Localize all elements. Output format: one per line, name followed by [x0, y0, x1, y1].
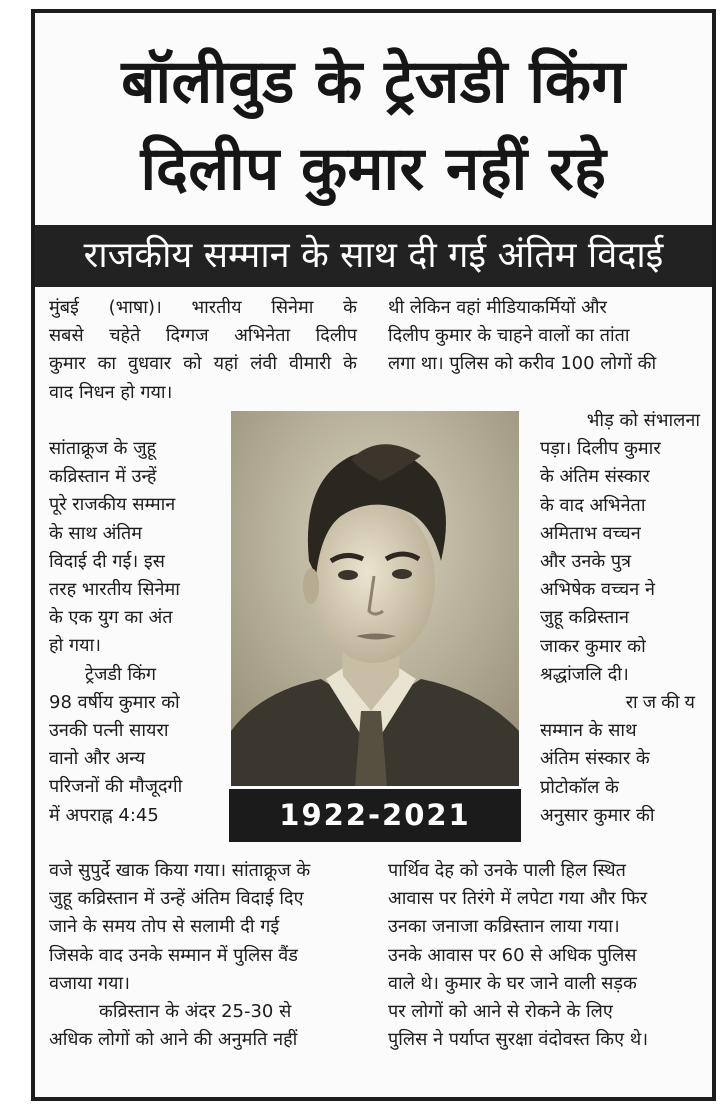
article-line: में अपराह्न 4:45: [49, 804, 159, 826]
article-line: विदाई दी गई। इस: [49, 550, 165, 572]
article-line: थी लेकिन वहां मीडियाकर्मियों और: [388, 297, 607, 318]
article-line: जाकर कुमार को: [540, 635, 646, 657]
right-column-top: [388, 294, 696, 379]
article-line: जुहू कव्रिस्तान: [540, 607, 630, 629]
article-line: पूरे राजकीय सम्मान: [49, 494, 176, 516]
article-line: मुंबई (भाषा)। भारतीय सिनेमा के: [49, 297, 357, 318]
article-line: लगा था। पुलिस को करीव 100 लोगों की: [388, 353, 657, 375]
article-line: अधिक लोगों को आने की अनुमति नहीं: [49, 1029, 298, 1051]
article-line: 98 वर्षीय कुमार को: [49, 691, 180, 713]
article-line: परिजनों की मौजूदगी: [49, 776, 183, 798]
article-line: जुहू कव्रिस्तान में उन्हें अंतिम विदाई दिए: [49, 888, 304, 910]
left-column-wrap: [49, 435, 221, 830]
article-line: अंतिम संस्कार के: [540, 748, 650, 770]
right-column-bottom: [388, 857, 698, 1054]
subheadline-bar: [35, 225, 712, 287]
article-line: आवास पर तिरंगे में लपेटा गया और फिर: [388, 888, 648, 910]
subheadline: राजकीय सम्मान के साथ दी गई अंतिम विदाई: [83, 235, 664, 276]
article-line: अनुसार कुमार की: [540, 804, 655, 826]
article-line: तरह भारतीय सिनेमा: [49, 579, 180, 601]
article-line: उनका जनाजा कव्रिस्तान लाया गया।: [388, 916, 620, 938]
article-line: वाद निधन हो गया।: [49, 381, 173, 403]
article-line: हो गया।: [49, 635, 101, 657]
article-line: पार्थिव देह को उनके पाली हिल स्थित: [388, 860, 626, 881]
headline-line-1: बॉलीवुड के ट्रेजडी किंग: [121, 47, 626, 117]
article-line: जाने के समय तोप से सलामी दी गई: [49, 916, 280, 938]
portrait-photo: [231, 411, 519, 786]
article-line: कव्रिस्तान के अंदर 25-30 से: [99, 1001, 292, 1023]
article-line: कुमार का वुधवार को यहां लंवी वीमारी के: [49, 353, 357, 375]
article-line: वजाया गया।: [49, 972, 130, 994]
article-line: वानो और अन्य: [49, 748, 146, 770]
left-column-top: [49, 294, 357, 407]
left-column-bottom: [49, 857, 357, 1054]
article-line: श्रद्धांजलि दी।: [540, 663, 629, 685]
article-line: पड़ा। दिलीप कुमार: [540, 438, 661, 460]
article-line: के वाद अभिनेता: [540, 494, 646, 516]
article-line: के अंतिम संस्कार: [540, 466, 650, 488]
newspaper-clipping: [31, 9, 716, 1101]
article-line: प्रोटोकॉल के: [540, 776, 619, 798]
article-line: अमिताभ वच्चन: [540, 522, 641, 544]
article-line: सांताक्रूज के जुहू: [49, 438, 157, 459]
article-line: और उनके पुत्र: [540, 551, 632, 573]
article-line: उनके आवास पर 60 से अधिक पुलिस: [388, 944, 637, 966]
right-column-wrap: [540, 407, 700, 830]
article-line: वजे सुपुर्दे खाक किया गया। सांताक्रूज के: [49, 860, 311, 881]
article-line: उनकी पत्नी सायरा: [49, 720, 169, 742]
article-line: जिसके वाद उनके सम्मान में पुलिस वैंड: [49, 944, 298, 966]
article-line: अभिषेक वच्चन ने: [540, 579, 655, 601]
article-line: कव्रिस्तान में उन्हें: [49, 466, 157, 488]
photo-caption-years: 1922-2021: [229, 789, 521, 842]
article-line: के साथ अंतिम: [49, 522, 143, 544]
article-line: वाले थे। कुमार के घर जाने वाली सड़क: [388, 972, 637, 994]
article-line: सम्मान के साथ: [540, 720, 637, 742]
headline-line-2: दिलीप कुमार नहीं रहे: [140, 134, 607, 204]
article-line: सबसे चहेते दिग्गज अभिनेता दिलीप: [49, 325, 357, 347]
article-line: दिलीप कुमार के चाहने वालों का तांता: [388, 325, 630, 347]
article-line: भीड़ को संभालना: [586, 410, 700, 431]
article-line: पर लोगों को आने से रोकने के लिए: [388, 1001, 613, 1023]
article-line: ट्रेजडी किंग: [85, 663, 157, 685]
article-line: राजकीय: [625, 692, 700, 714]
article-line: के एक युग का अंत: [49, 607, 173, 629]
article-line: पुलिस ने पर्याप्त सुरक्षा वंदोवस्त किए थे।: [388, 1029, 649, 1051]
